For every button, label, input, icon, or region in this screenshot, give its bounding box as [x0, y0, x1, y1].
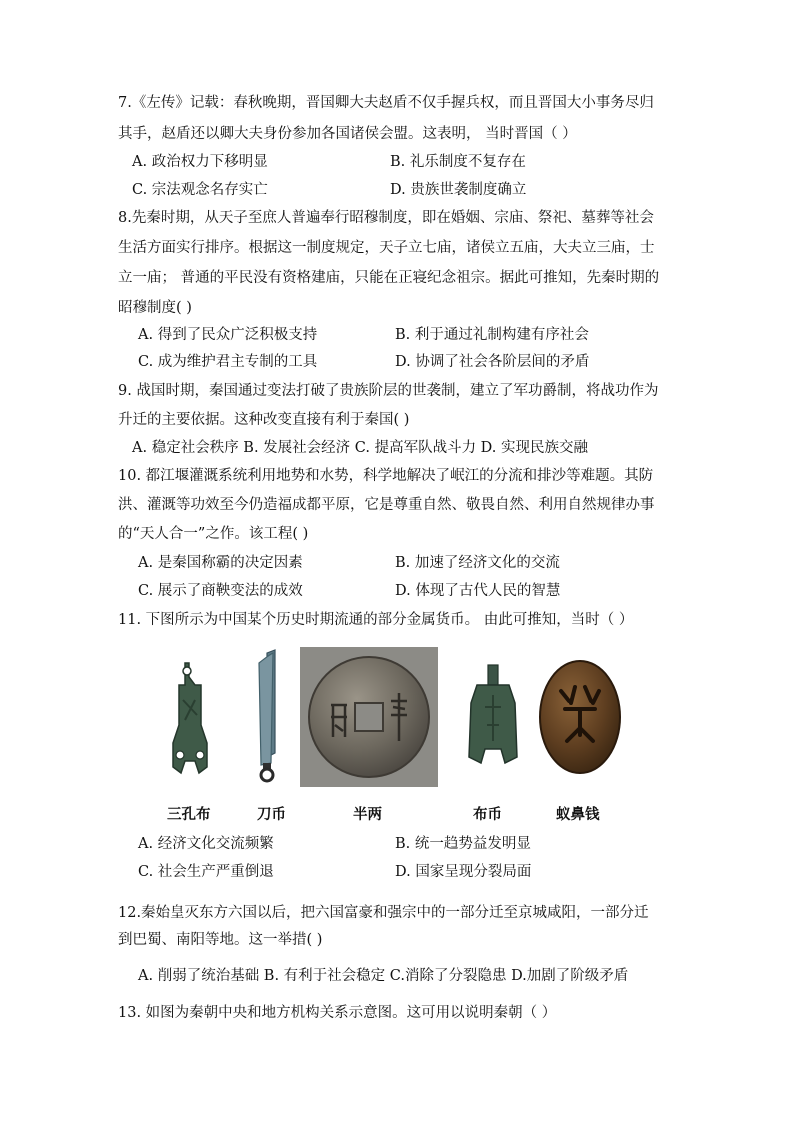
q10-option-c[interactable]: C. 展示了商鞅变法的成效 [138, 583, 303, 599]
q7-option-d[interactable]: D. 贵族世袭制度确立 [390, 182, 527, 198]
q8-stem-line-4: 昭穆制度( ) [118, 300, 192, 316]
q11-option-d[interactable]: D. 国家呈现分裂局面 [395, 864, 532, 880]
q8-stem-line-3: 立一庙； 普通的平民没有资格建庙，只能在正寝纪念祖宗。据此可推知，先秦时期的 [118, 270, 660, 286]
q11-stem-line-1: 11. 下图所示为中国某个历史时期流通的部分金属货币。 由此可推知，当时（ ） [118, 612, 634, 628]
coin-label-bubi: 布币 [473, 807, 502, 823]
q11-option-a[interactable]: A. 经济文化交流频繁 [138, 836, 274, 852]
q10-stem-line-3: 的“天人合一”之作。该工程( ) [118, 526, 309, 542]
bubi-spade-coin-icon [469, 665, 517, 763]
coin-label-daobi: 刀币 [257, 807, 286, 823]
q9-options[interactable]: A. 稳定社会秩序 B. 发展社会经济 C. 提高军队战斗力 D. 实现民族交融 [132, 440, 589, 456]
coin-figure [155, 645, 635, 825]
q8-option-a[interactable]: A. 得到了民众广泛积极支持 [138, 327, 318, 343]
daobi-knife-coin-icon [259, 650, 275, 781]
coin-label-banliang: 半两 [353, 807, 382, 823]
q7-option-a[interactable]: A. 政治权力下移明显 [132, 154, 268, 170]
q12-stem-line-2: 到巴蜀、南阳等地。这一举措( ) [118, 932, 323, 948]
q9-stem-line-1: 9. 战国时期，秦国通过变法打破了贵族阶层的世袭制，建立了军功爵制，将战功作为 [118, 383, 659, 399]
q10-stem-line-2: 洪、灌溉等功效至今仍造福成都平原，它是尊重自然、敬畏自然、利用自然规律办事 [118, 497, 655, 513]
q7-stem-line-2: 其手，赵盾还以卿大夫身份参加各国诸侯会盟。这表明， 当时晋国（ ） [118, 126, 577, 142]
banliang-coin-icon [300, 647, 438, 787]
coin-images [155, 645, 635, 795]
q8-option-b[interactable]: B. 利于通过礼制构建有序社会 [395, 327, 589, 343]
q10-option-d[interactable]: D. 体现了古代人民的智慧 [395, 583, 561, 599]
q10-stem-line-1: 10. 都江堰灌溉系统利用地势和水势，科学地解决了岷江的分流和排沙等难题。其防 [118, 468, 654, 484]
q11-option-b[interactable]: B. 统一趋势益发明显 [395, 836, 531, 852]
q10-option-a[interactable]: A. 是秦国称霸的决定因素 [138, 555, 303, 571]
q8-stem-line-1: 8.先秦时期，从天子至庶人普遍奉行昭穆制度，即在婚姻、宗庙、祭祀、墓葬等社会 [118, 210, 654, 226]
q7-option-b[interactable]: B. 礼乐制度不复存在 [390, 154, 526, 170]
yibiqian-coin-icon [540, 661, 620, 773]
q13-stem-line-1: 13. 如图为秦朝中央和地方机构关系示意图。这可用以说明秦朝（ ） [118, 1005, 557, 1021]
q8-option-c[interactable]: C. 成为维护君主专制的工具 [138, 354, 318, 370]
sankongbu-coin-icon [173, 663, 207, 773]
q9-stem-line-2: 升迁的主要依据。这种改变直接有利于秦国( ) [118, 412, 410, 428]
q12-stem-line-1: 12.秦始皇灭东方六国以后，把六国富豪和强宗中的一部分迁至京城咸阳，一部分迁 [118, 905, 649, 921]
q11-option-c[interactable]: C. 社会生产严重倒退 [138, 864, 274, 880]
q12-options[interactable]: A. 削弱了统治基础 B. 有利于社会稳定 C.消除了分裂隐患 D.加剧了阶级矛盾 [138, 968, 629, 984]
q10-option-b[interactable]: B. 加速了经济文化的交流 [395, 555, 560, 571]
coin-label-sankongbu: 三孔布 [167, 807, 211, 823]
q8-stem-line-2: 生活方面实行排序。根据这一制度规定，天子立七庙，诸侯立五庙，大夫立三庙，士 [118, 240, 655, 256]
q8-option-d[interactable]: D. 协调了社会各阶层间的矛盾 [395, 354, 590, 370]
q7-stem-line-1: 7.《左传》记载：春秋晚期，晋国卿大夫赵盾不仅手握兵权，而且晋国大小事务尽归 [118, 95, 654, 111]
q7-option-c[interactable]: C. 宗法观念名存实亡 [132, 182, 268, 198]
coin-label-yibiqian: 蚁鼻钱 [556, 807, 600, 823]
